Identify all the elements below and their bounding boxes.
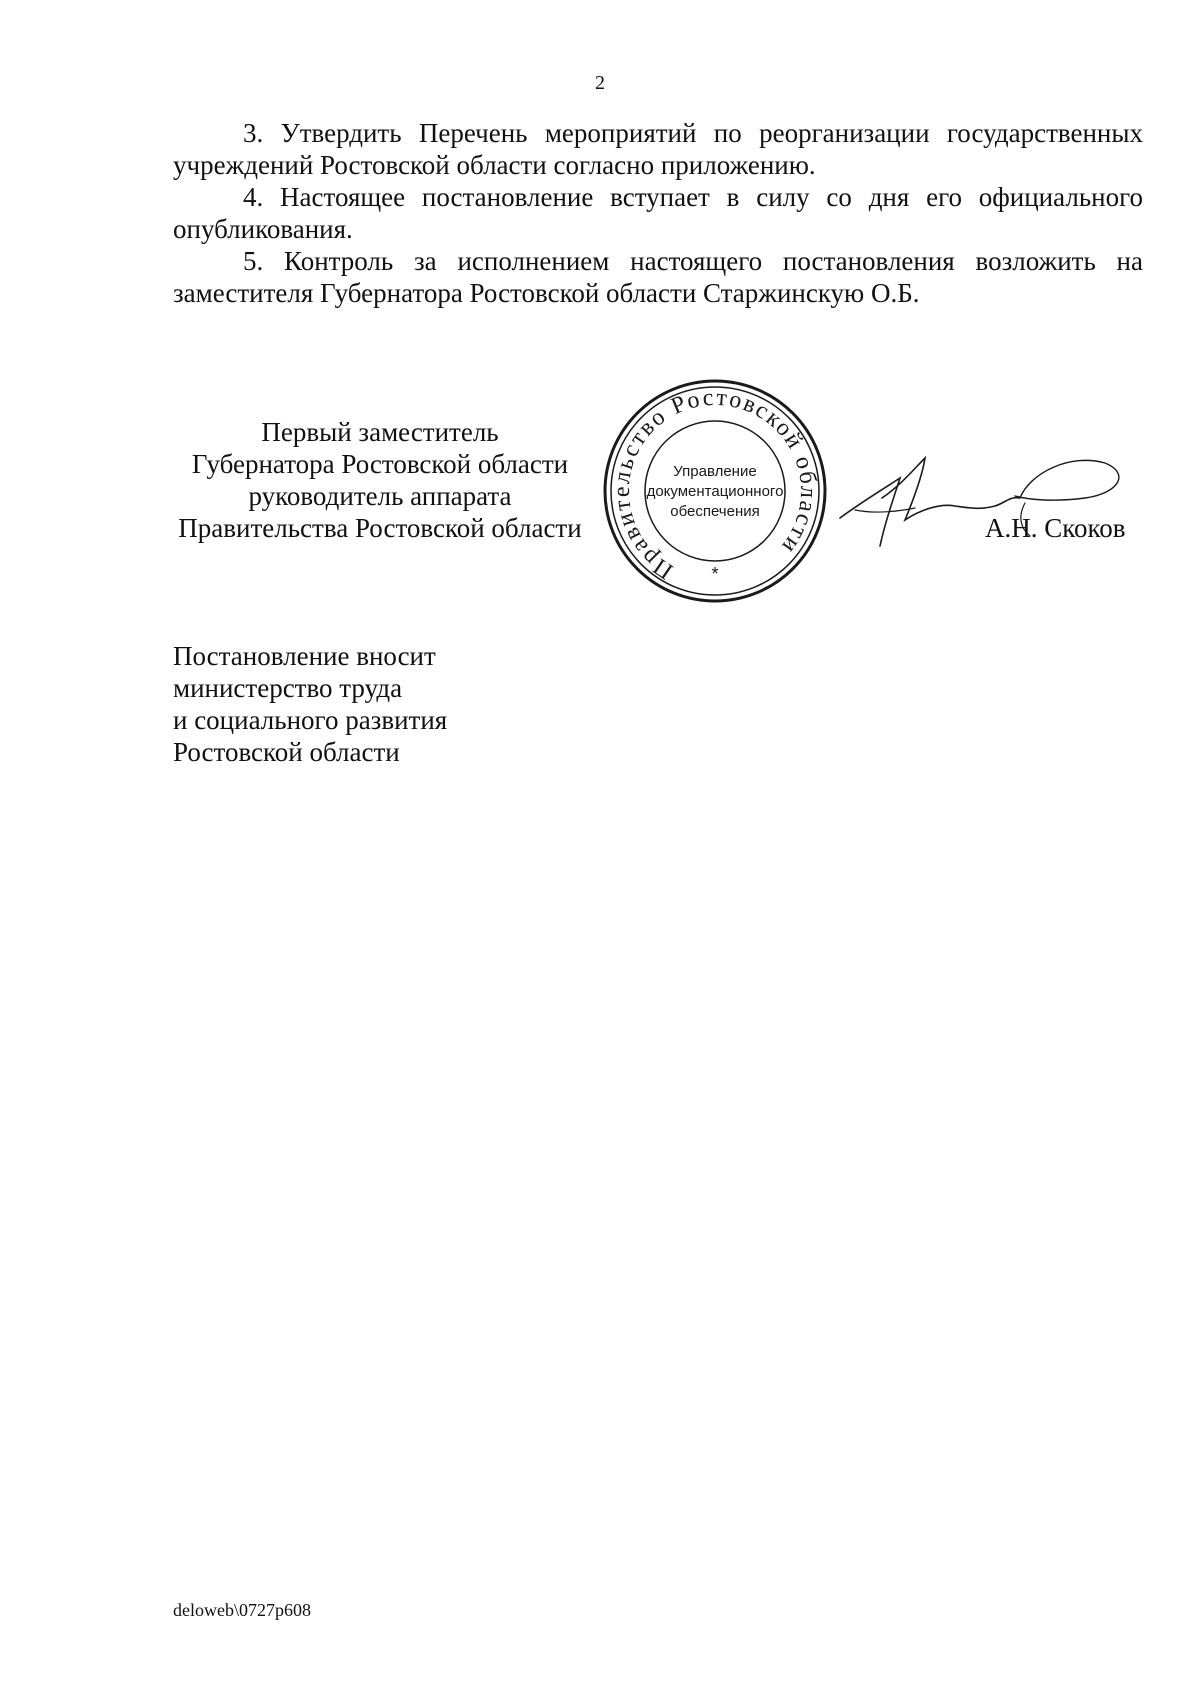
paragraph-4: 4. Настоящее постановление вступает в силу со дня его официального опубликования. (173, 182, 1143, 244)
submitter-line: Постановление вносит (173, 641, 436, 671)
page-number: 2 (595, 72, 605, 94)
seal-graphic (600, 376, 830, 606)
signer-name: А.Н. Скоков (985, 513, 1126, 543)
footer-document-code: deloweb\0727p608 (173, 1600, 311, 1620)
seal-center-line: Управление (673, 463, 757, 480)
paragraph-5: 5. Контроль за исполнением настоящего постановления возложить на заместителя Губернатора Ростовской области Старжинскую О.Б. (173, 246, 1143, 308)
submitter-line: и социального развития (173, 705, 448, 735)
submitter-line: министерство труда (173, 673, 403, 703)
signatory-line: Губернатора Ростовской области (191, 449, 569, 479)
seal-star: * (711, 564, 719, 584)
signatory-line: Первый заместитель (261, 417, 499, 447)
signatory-title (150, 416, 610, 544)
submitter-line: Ростовской области (173, 737, 400, 767)
official-seal-stamp (600, 376, 830, 606)
submitter-note (173, 640, 447, 768)
seal-center-line: обеспечения (670, 503, 760, 520)
signatory-line: Правительства Ростовской области (178, 513, 582, 543)
document-body (173, 117, 1143, 309)
paragraph-3: 3. Утвердить Перечень мероприятий по реорганизации государственных учреждений Ростовской области согласно приложению. (173, 118, 1143, 180)
seal-ring-text: Правительство Ростовской области (608, 384, 822, 584)
signatory-line: руководитель аппарата (248, 481, 512, 511)
seal-center-line: документационного (646, 483, 784, 500)
